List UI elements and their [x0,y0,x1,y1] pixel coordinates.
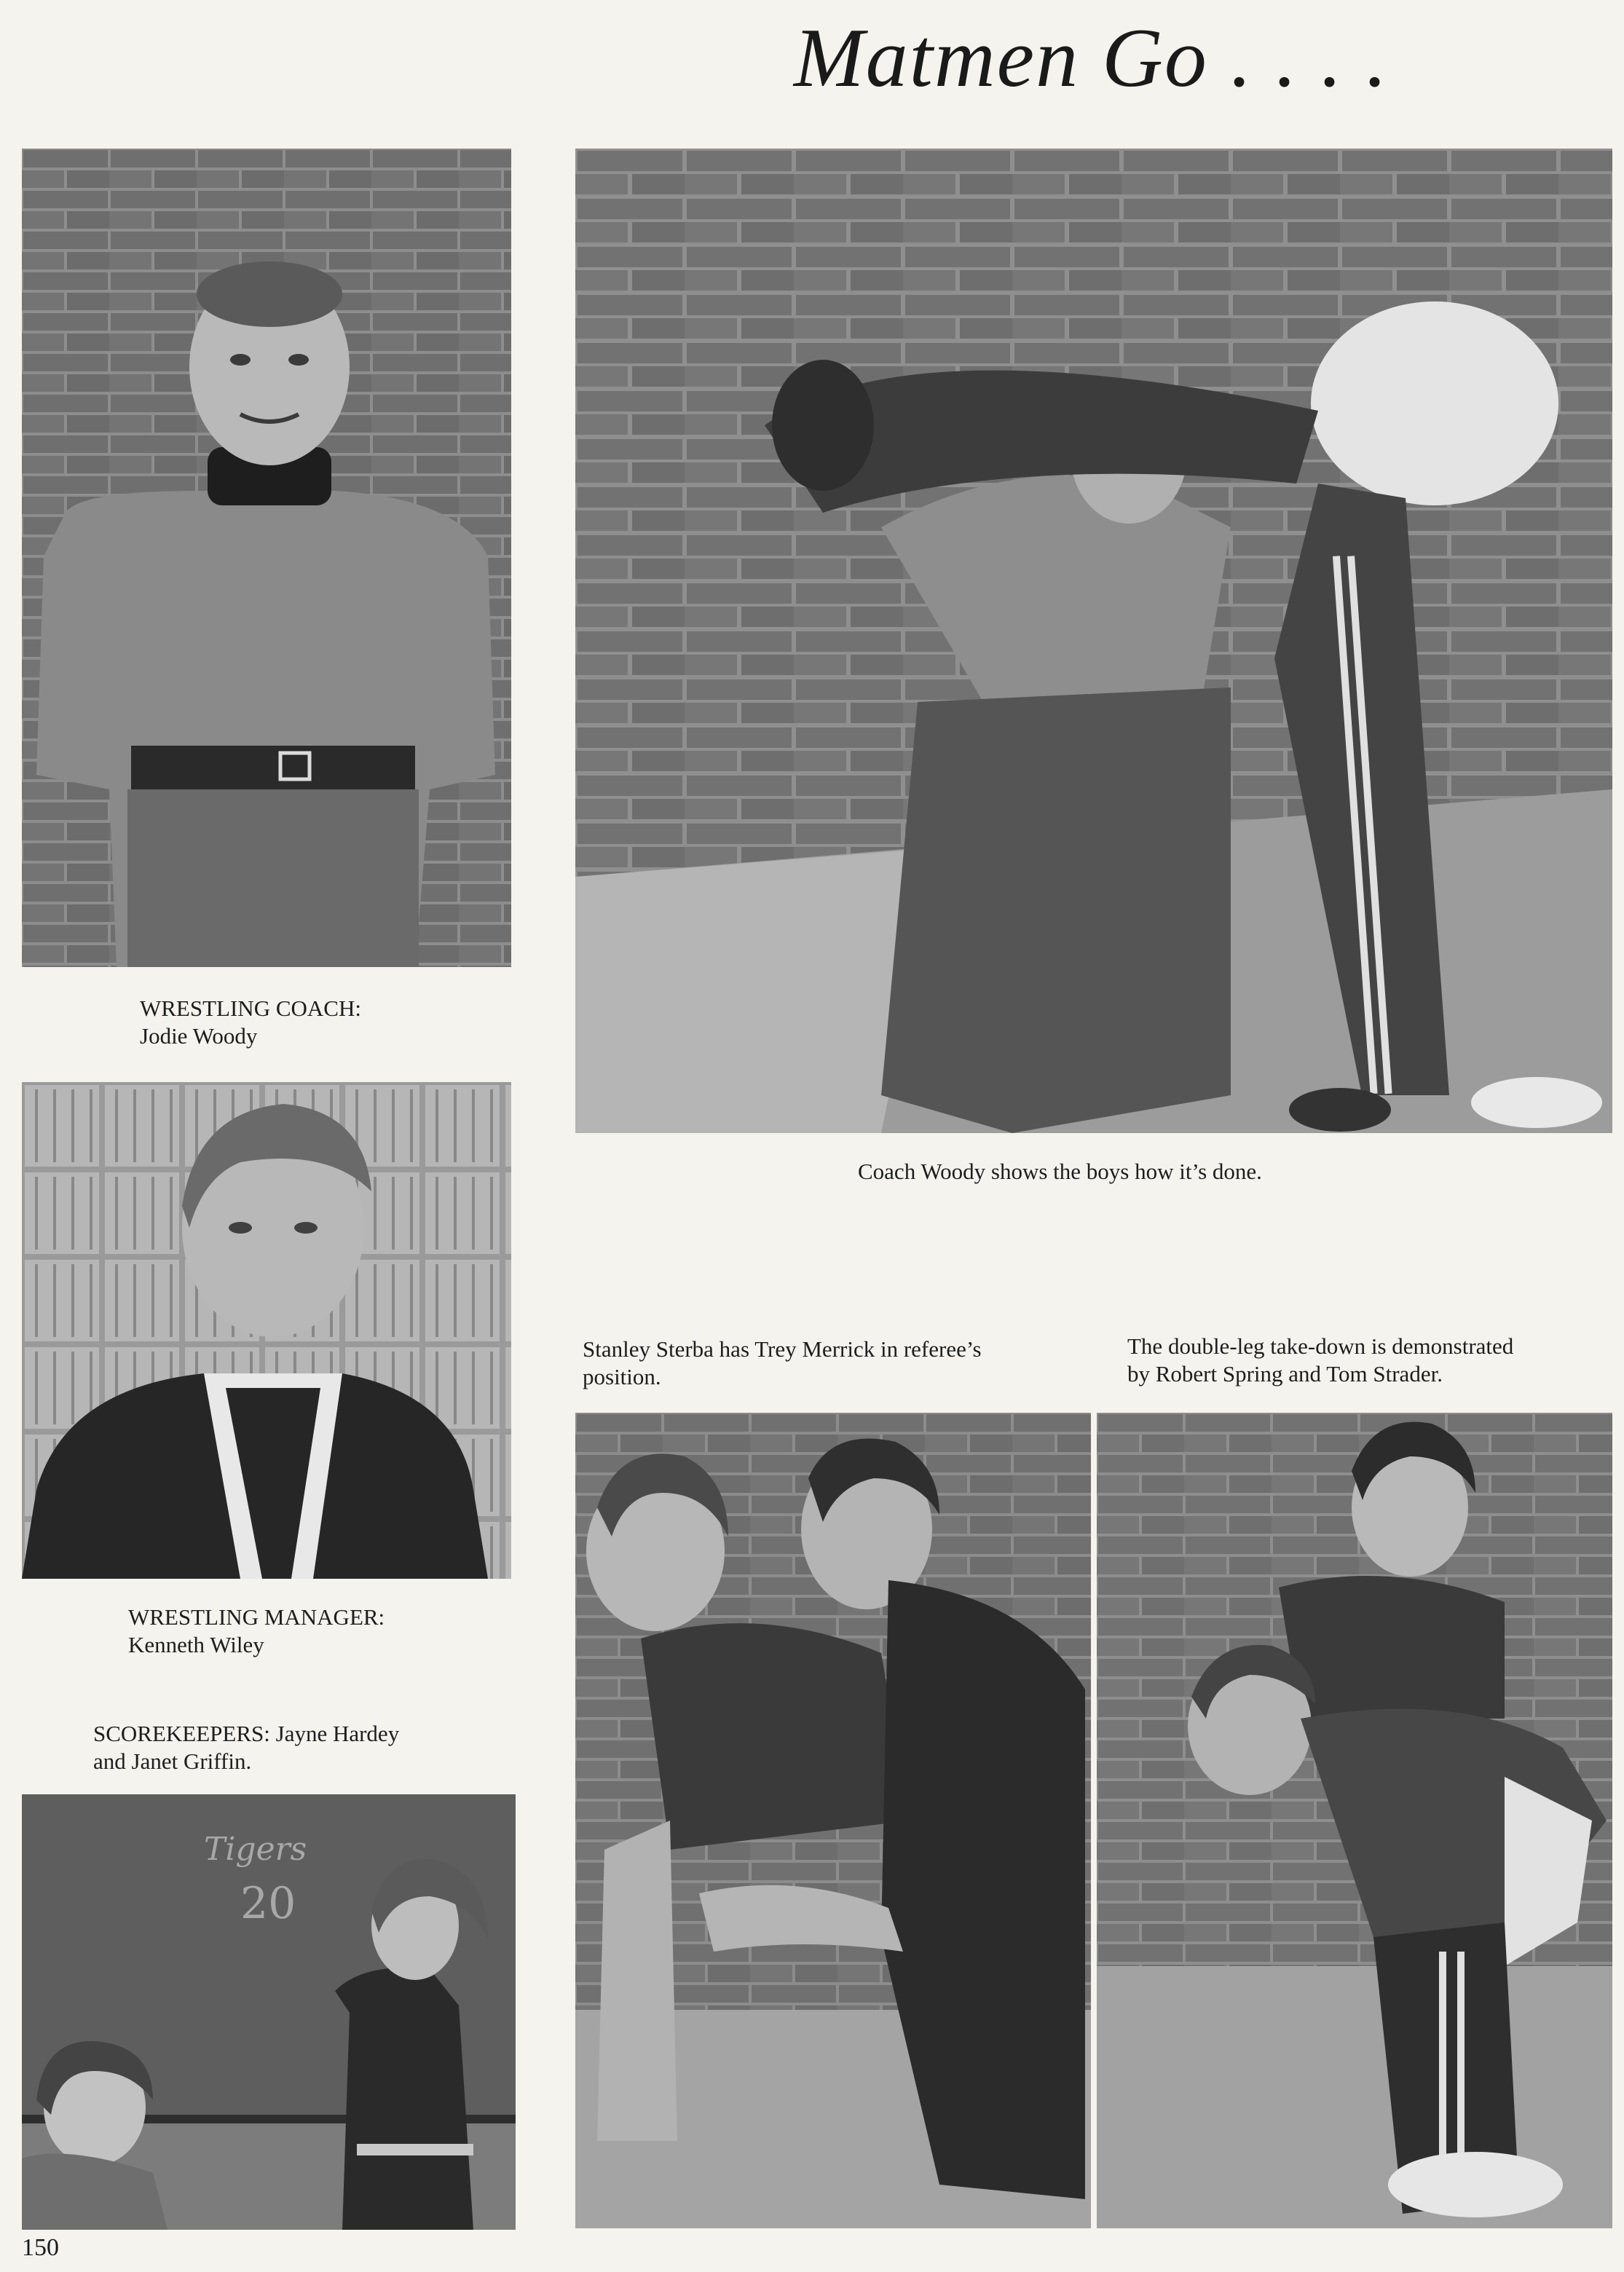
coach-portrait-photo [22,149,511,967]
chalkboard-score: 20 [240,1878,296,1929]
chalkboard-word: Tigers [204,1831,307,1868]
referee-line-2: position. [583,1364,661,1389]
takedown-line-1: The double-leg take-down is demonstrated [1127,1333,1514,1359]
manager-name: Kenneth Wiley [128,1632,264,1657]
scorekeepers-photo [22,1794,516,2230]
coach-title: WRESTLING COACH: [140,995,361,1021]
manager-portrait-photo [22,1082,511,1579]
takedown-caption [1127,1333,1513,1388]
manager-title: WRESTLING MANAGER: [128,1604,385,1630]
coach-demonstration-photo [575,149,1612,1133]
coach-caption [140,995,361,1050]
referee-line-1: Stanley Sterba has Trey Merrick in referee’s [583,1336,982,1362]
page-title: Matmen Go . . . . [794,12,1389,105]
double-leg-takedown-photo [1097,1413,1612,2228]
scorekeepers-caption [93,1720,399,1775]
scorekeepers-line-2: and Janet Griffin. [93,1748,252,1774]
demo-caption: Coach Woody shows the boys how it’s done. [858,1159,1262,1184]
referee-position-photo [575,1413,1091,2228]
coach-name: Jodie Woody [140,1023,258,1049]
referee-caption [583,1336,982,1391]
takedown-line-2: by Robert Spring and Tom Strader. [1127,1361,1443,1387]
page-number: 150 [22,2234,59,2261]
scorekeepers-line-1: SCOREKEEPERS: Jayne Hardey [93,1721,400,1746]
manager-caption [128,1604,385,1659]
